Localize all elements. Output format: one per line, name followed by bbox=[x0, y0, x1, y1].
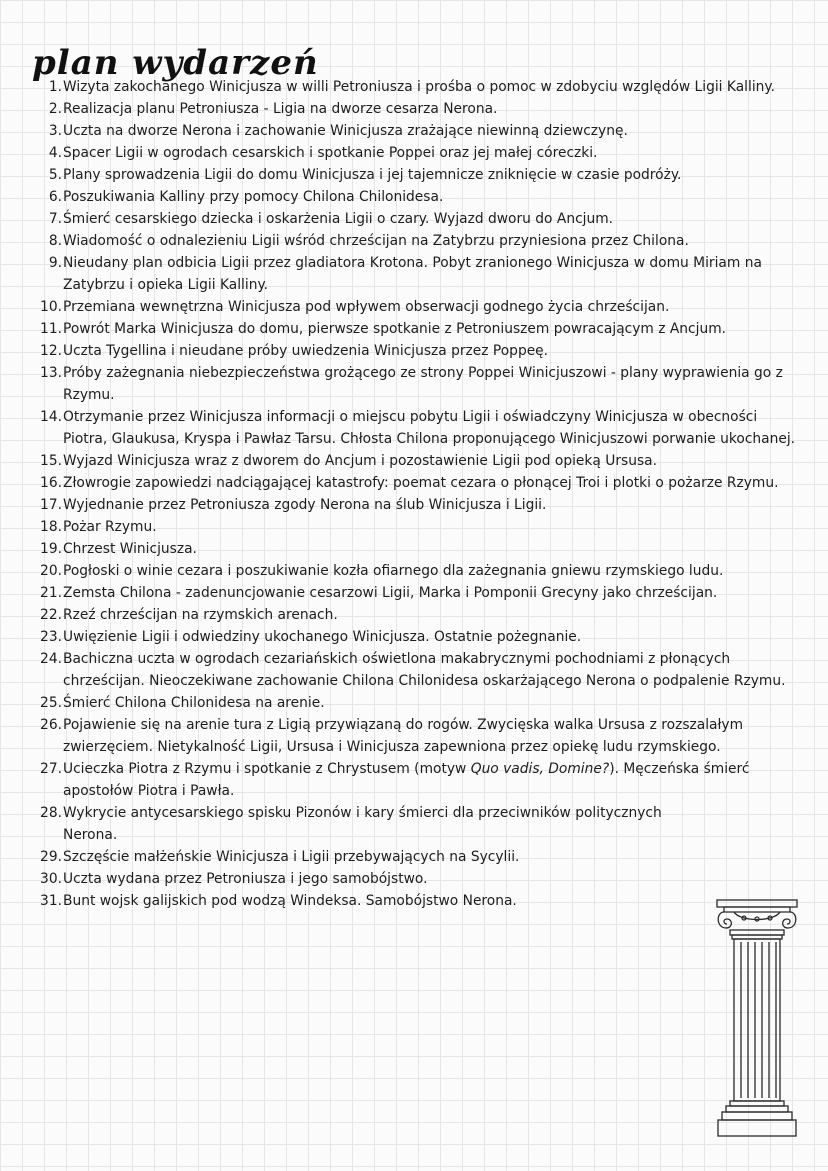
quo-vadis-italic: Quo vadis, Domine? bbox=[470, 761, 610, 777]
item-text: Powrót Marka Winicjusza do domu, pierwsze spotkanie z Petroniuszem powracającym z Ancjum. bbox=[63, 321, 727, 337]
item-text: Otrzymanie przez Winicjusza informacji o miejscu pobytu Ligii i oświadczyny Winicjusza w obecności Piotra, Glaukusa, Kryspa i Pawłaz Tarsu. Chłosta Chilona proponującego Winicjuszowi porwanie ukochanej. bbox=[63, 409, 796, 447]
list-item bbox=[36, 560, 796, 582]
list-item bbox=[36, 472, 796, 494]
list-item bbox=[36, 758, 796, 802]
list-item bbox=[36, 296, 796, 318]
list-item bbox=[36, 714, 796, 758]
item-text: Rzeź chrześcijan na rzymskich arenach. bbox=[63, 607, 338, 623]
list-item bbox=[36, 318, 796, 340]
item-text: Śmierć Chilona Chilonidesa na arenie. bbox=[63, 695, 325, 711]
item-text: Chrzest Winicjusza. bbox=[63, 541, 197, 557]
list-item bbox=[36, 846, 796, 868]
item-text: Wiadomość o odnalezieniu Ligii wśród chrześcijan na Zatybrzu przyniesiona przez Chilona. bbox=[63, 233, 689, 249]
item-text: Uczta na dworze Nerona i zachowanie Winicjusza zrażające niewinną dziewczynę. bbox=[63, 123, 628, 139]
list-item bbox=[36, 450, 796, 472]
item-text-before: Ucieczka Piotra z Rzymu i spotkanie z Chrystusem (motyw bbox=[63, 761, 471, 777]
item-text: Bachiczna uczta w ogrodach cezariańskich oświetlona makabrycznymi pochodniami z płonących chrześcijan. Nieoczekiwane zachowanie Chilona Chilonidesa oskarżającego Nerona o podpalenie Rzymu. bbox=[63, 651, 786, 689]
list-item bbox=[36, 692, 796, 714]
list-item bbox=[36, 142, 796, 164]
list-item bbox=[36, 230, 796, 252]
item-number: 15. bbox=[40, 453, 62, 469]
item-text: Uwięzienie Ligii i odwiedziny ukochanego Winicjusza. Ostatnie pożegnanie. bbox=[63, 629, 582, 645]
list-item bbox=[36, 868, 796, 890]
list-item bbox=[36, 164, 796, 186]
item-number: 6. bbox=[48, 189, 62, 205]
item-number: 28. bbox=[40, 805, 62, 821]
item-text: Próby zażegnania niebezpieczeństwa grożącego ze strony Poppei Winicjuszowi - plany wyprawienia go z Rzymu. bbox=[63, 365, 783, 403]
item-text: Bunt wojsk galijskich pod wodzą Windeksa. Samobójstwo Nerona. bbox=[63, 893, 517, 909]
item-text: Zemsta Chilona - zadenuncjowanie cesarzowi Ligii, Marka i Pomponii Grecyny jako chrześcijan. bbox=[63, 585, 718, 601]
item-number: 19. bbox=[40, 541, 62, 557]
item-text: Przemiana wewnętrzna Winicjusza pod wpływem obserwacji godnego życia chrześcijan. bbox=[63, 299, 670, 315]
item-number: 24. bbox=[40, 651, 62, 667]
item-text: Nieudany plan odbicia Ligii przez gladiatora Krotona. Pobyt zranionego Winicjusza w domu Miriam na Zatybrzu i opieka Ligii Kalliny. bbox=[63, 255, 762, 293]
item-number: 10. bbox=[40, 299, 62, 315]
list-item bbox=[36, 890, 796, 912]
item-text: Szczęście małżeńskie Winicjusza i Ligii przebywających na Sycylii. bbox=[63, 849, 520, 865]
list-item bbox=[36, 208, 796, 230]
item-number: 30. bbox=[40, 871, 62, 887]
item-number: 31. bbox=[40, 893, 62, 909]
list-item bbox=[36, 362, 796, 406]
list-item bbox=[36, 406, 796, 450]
item-text: Uczta Tygellina i nieudane próby uwiedzenia Winicjusza przez Poppeę. bbox=[63, 343, 549, 359]
item-text: Plany sprowadzenia Ligii do domu Winicjusza i jej tajemnicze zniknięcie w czasie podróży. bbox=[63, 167, 682, 183]
item-text: Wizyta zakochanego Winicjusza w willi Petroniusza i prośba o pomoc w zdobyciu względów Ligii Kalliny. bbox=[63, 79, 775, 95]
list-item bbox=[36, 582, 796, 604]
item-number: 12. bbox=[40, 343, 62, 359]
item-number: 26. bbox=[40, 717, 62, 733]
item-number: 4. bbox=[48, 145, 62, 161]
item-number: 8. bbox=[48, 233, 62, 249]
item-number: 1. bbox=[48, 79, 62, 95]
list-item bbox=[36, 604, 796, 626]
item-number: 25. bbox=[40, 695, 62, 711]
item-number: 5. bbox=[48, 167, 62, 183]
item-number: 16. bbox=[40, 475, 62, 491]
item-text: Złowrogie zapowiedzi nadciągającej katastrofy: poemat cezara o płonącej Troi i plotki o pożarze Rzymu. bbox=[63, 475, 779, 491]
item-number: 14. bbox=[40, 409, 62, 425]
item-text: Pojawienie się na arenie tura z Ligią przywiązaną do rogów. Zwycięska walka Ursusa z rozszalałym zwierzęciem. Nietykalność Ligii, Ursusa i Winicjusza zapewniona przez opiekę ludu rzymskiego. bbox=[63, 717, 744, 755]
item-number: 23. bbox=[40, 629, 62, 645]
list-item bbox=[36, 98, 796, 120]
list-item bbox=[36, 76, 796, 98]
page-title: plan wydarzeń bbox=[32, 42, 319, 83]
item-text: Realizacja planu Petroniusza - Ligia na dworze cesarza Nerona. bbox=[63, 101, 498, 117]
list-item bbox=[36, 120, 796, 142]
item-text: Pogłoski o winie cezara i poszukiwanie kozła ofiarnego dla zażegnania gniewu rzymskiego ludu. bbox=[63, 563, 724, 579]
event-list bbox=[36, 76, 796, 912]
list-item bbox=[36, 648, 796, 692]
item-text: Wyjazd Winicjusza wraz z dworem do Ancjum i pozostawienie Ligii pod opieką Ursusa. bbox=[63, 453, 657, 469]
list-item bbox=[36, 626, 796, 648]
item-number: 20. bbox=[40, 563, 62, 579]
item-text-after: ). Męczeńska śmierć apostołów Piotra i Pawła. bbox=[63, 761, 750, 799]
item-number: 17. bbox=[40, 497, 62, 513]
item-text: Pożar Rzymu. bbox=[63, 519, 157, 535]
item-text bbox=[63, 758, 796, 802]
item-number: 27. bbox=[40, 761, 62, 777]
item-number: 11. bbox=[40, 321, 62, 337]
item-number: 13. bbox=[40, 365, 62, 381]
item-number: 9. bbox=[48, 255, 62, 271]
item-text: Spacer Ligii w ogrodach cesarskich i spotkanie Poppei oraz jej małej córeczki. bbox=[63, 145, 598, 161]
item-text: Poszukiwania Kalliny przy pomocy Chilona Chilonidesa. bbox=[63, 189, 444, 205]
item-number: 18. bbox=[40, 519, 62, 535]
item-number: 29. bbox=[40, 849, 62, 865]
item-text: Uczta wydana przez Petroniusza i jego samobójstwo. bbox=[63, 871, 428, 887]
list-item bbox=[36, 252, 796, 296]
item-number: 3. bbox=[48, 123, 62, 139]
item-text: Wyjednanie przez Petroniusza zgody Nerona na ślub Winicjusza i Ligii. bbox=[63, 497, 547, 513]
list-item bbox=[36, 494, 796, 516]
list-item bbox=[36, 186, 796, 208]
ionic-column-icon bbox=[714, 898, 800, 1142]
list-item bbox=[36, 802, 796, 846]
list-item bbox=[36, 516, 796, 538]
item-text: Wykrycie antycesarskiego spisku Pizonów i kary śmierci dla przeciwników politycznych Nerona. bbox=[63, 805, 662, 843]
list-item bbox=[36, 538, 796, 560]
list-item bbox=[36, 340, 796, 362]
item-number: 2. bbox=[48, 101, 62, 117]
item-number: 7. bbox=[48, 211, 62, 227]
item-text: Śmierć cesarskiego dziecka i oskarżenia Ligii o czary. Wyjazd dworu do Ancjum. bbox=[63, 211, 614, 227]
item-number: 22. bbox=[40, 607, 62, 623]
item-number: 21. bbox=[40, 585, 62, 601]
